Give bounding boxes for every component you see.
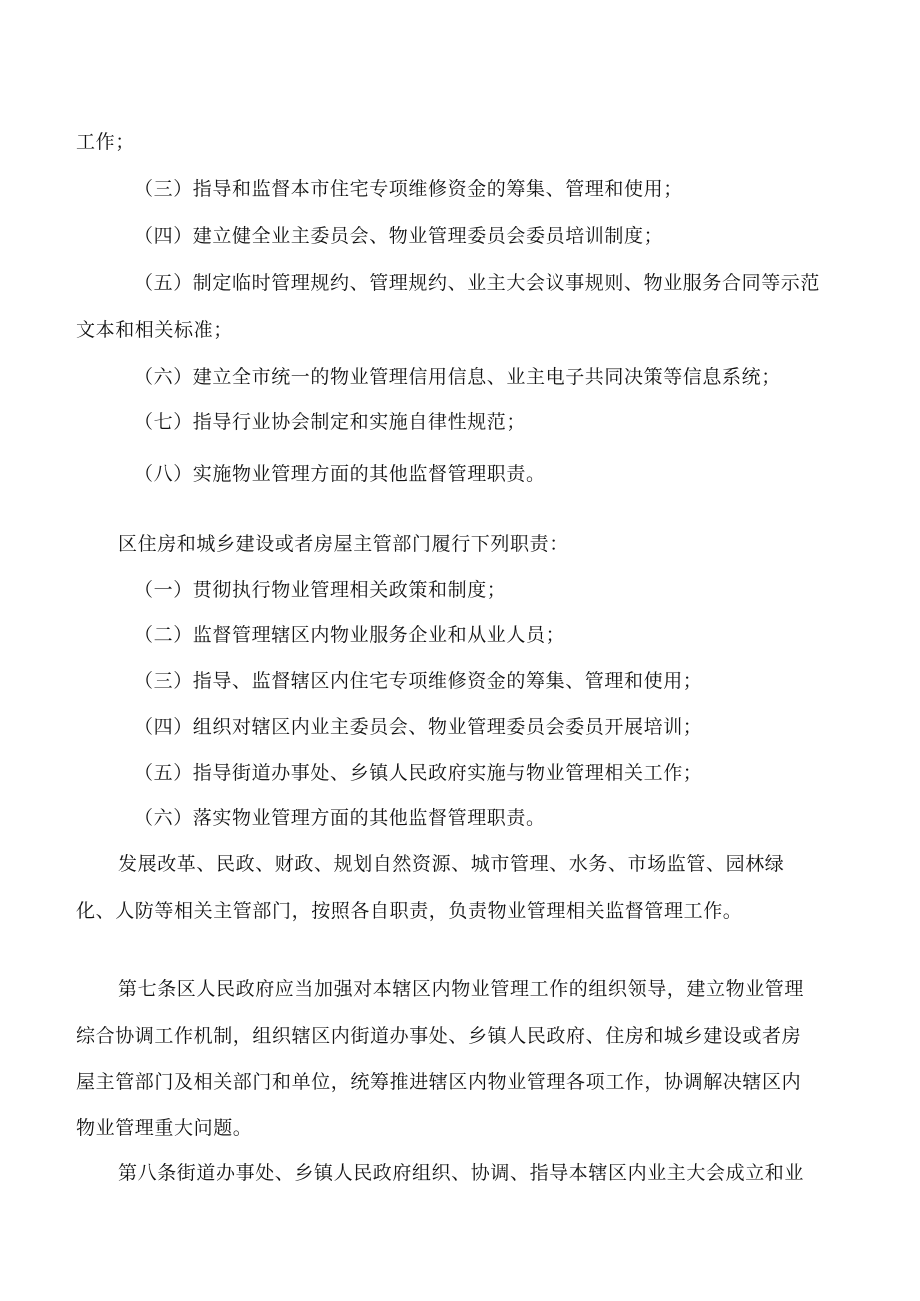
text-line: （三）指导和监督本市住宅专项维修资金的筹集、管理和使用； — [134, 178, 683, 200]
text-line: 工作； — [76, 131, 135, 153]
text-line: 综合协调工作机制，组织辖区内街道办事处、乡镇人民政府、住房和城乡建设或者房 — [76, 1025, 802, 1047]
text-line: （二）监督管理辖区内物业服务企业和从业人员； — [134, 624, 566, 646]
text-line: 第八条街道办事处、乡镇人民政府组织、协调、指导本辖区内业主大会成立和业 — [118, 1162, 805, 1184]
text-line: （五）制定临时管理规约、管理规约、业主大会议事规则、物业服务合同等示范 — [134, 272, 821, 294]
text-line: （三）指导、监督辖区内住宅专项维修资金的筹集、管理和使用； — [134, 670, 703, 692]
text-line: （七）指导行业协会制定和实施自律性规范； — [134, 411, 527, 433]
text-line: 物业管理重大问题。 — [76, 1117, 253, 1139]
text-line: （四）组织对辖区内业主委员会、物业管理委员会委员开展培训； — [134, 716, 703, 738]
text-line: 第七条区人民政府应当加强对本辖区内物业管理工作的组织领导，建立物业管理 — [118, 978, 805, 1000]
text-line: （四）建立健全业主委员会、物业管理委员会委员培训制度； — [134, 225, 664, 247]
text-line: 发展改革、民政、财政、规划自然资源、城市管理、水务、市场监管、园林绿 — [118, 853, 785, 875]
text-line: 文本和相关标准； — [76, 319, 233, 341]
text-line: 区住房和城乡建设或者房屋主管部门履行下列职责： — [118, 533, 569, 555]
text-line: 化、人防等相关主管部门，按照各自职责，负责物业管理相关监督管理工作。 — [76, 900, 743, 922]
text-line: 屋主管部门及相关部门和单位，统筹推进辖区内物业管理各项工作，协调解决辖区内 — [76, 1071, 802, 1093]
text-line: （六）建立全市统一的物业管理信用信息、业主电子共同决策等信息系统； — [134, 366, 781, 388]
text-line: （一）贯彻执行物业管理相关政策和制度； — [134, 579, 507, 601]
text-line: （八）实施物业管理方面的其他监督管理职责。 — [134, 463, 546, 485]
text-line: （六）落实物业管理方面的其他监督管理职责。 — [134, 807, 546, 829]
text-line: （五）指导街道办事处、乡镇人民政府实施与物业管理相关工作； — [134, 762, 703, 784]
